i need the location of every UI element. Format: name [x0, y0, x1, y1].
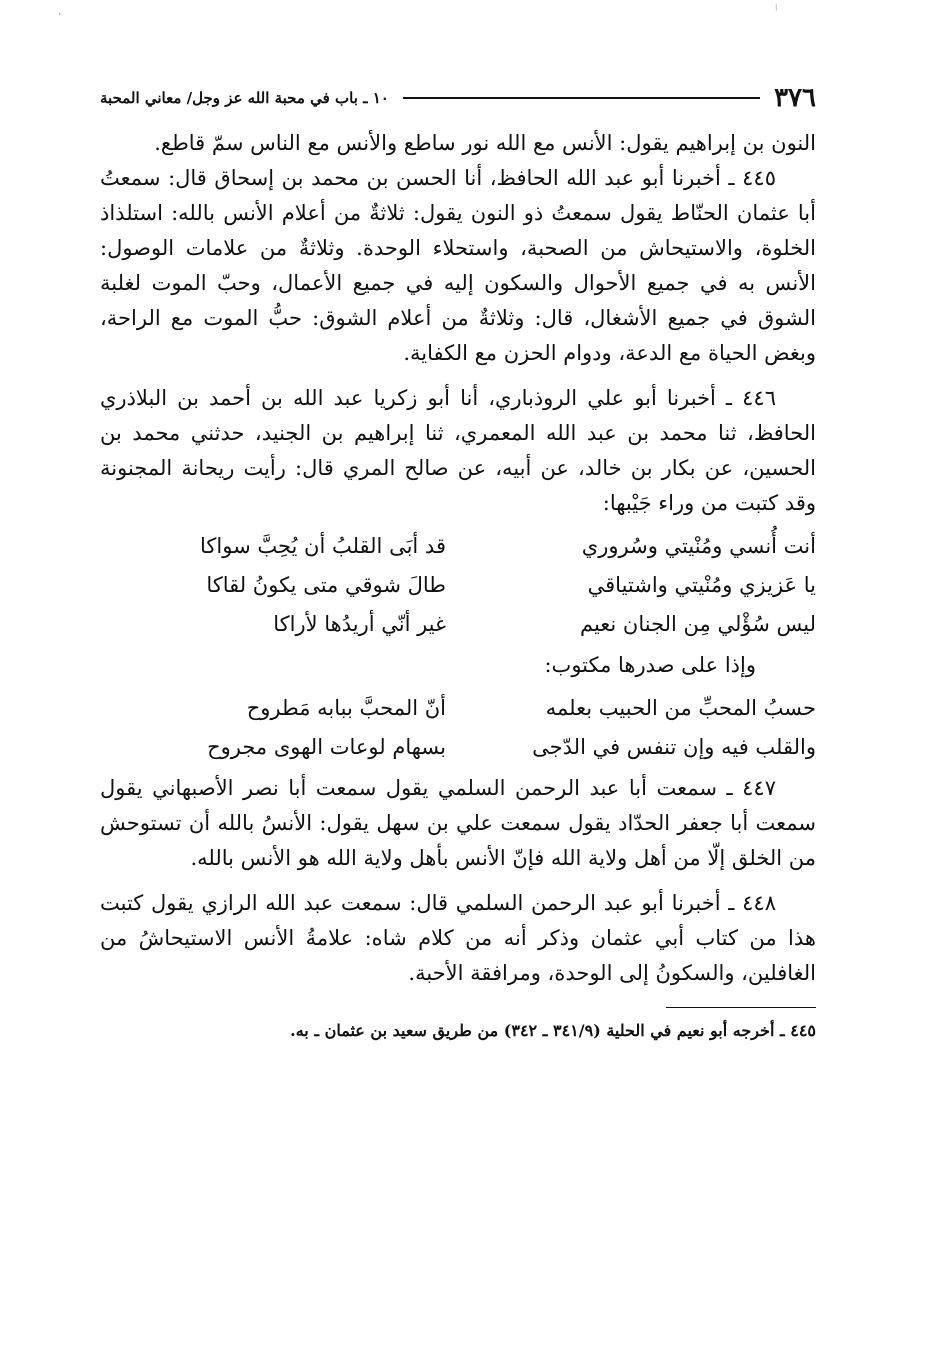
paragraph-447: ٤٤٧ ـ سمعت أبا عبد الرحمن السلمي يقول سمعت أبا نصر الأصبهاني يقول سمعت أبا جعفر الحدّاد يقول سمعت علي بن سهل يقول: الأنسُ بالله أن تستوحش من الخلق إلّا من أهل ولاية الله فإنّ الأنس بأهل ولاية الله هو الأنس بالله. — [100, 776, 816, 870]
paragraph-446: ٤٤٦ ـ أخبرنا أبو علي الروذباري، أنا أبو زكريا عبد الله بن أحمد بن البلاذري الحافظ، ثنا محمد بن عبد الله المعمري، ثنا إبراهيم بن الجنيد، حدثني محمد بن الحسين، عن بكار بن خالد، عن أبيه، عن صالح المري قال: رأيت ريحانة المجنونة وقد كتبت من وراء جَيْبها: — [100, 386, 816, 515]
scan-mark-2: ا — [775, 4, 778, 14]
verse-line — [100, 689, 816, 728]
verse-hemistich-first: حسبُ المحبِّ من الحبيب بعلمه — [545, 696, 816, 720]
verse-hemistich-first: يا عَزيزي ومُنْيتي واشتياقي — [587, 573, 816, 597]
verse-hemistich-second: طالَ شوقي متى يكونُ لقاكا — [206, 573, 446, 597]
verse-hemistich-second: بسهام لوعات الهوى مجروح — [207, 735, 446, 759]
poem-2 — [100, 689, 816, 767]
verse-hemistich-second: قد أبَى القلبُ أن يُحِبَّ سواكا — [199, 534, 446, 558]
paragraph-448: ٤٤٨ ـ أخبرنا أبو عبد الرحمن السلمي قال: سمعت عبد الله الرازي يقول كتبت هذا من كتاب أبي عثمان وذكر أنه من كلام شاه: علامةُ الأنس الاستيحاشُ من الغافلين، والسكونُ إلى الوحدة، ومرافقة الأحبة. — [100, 891, 816, 985]
verse-hemistich-second: غير أنّي أريدُها لأراكا — [273, 612, 446, 636]
verse-hemistich-first: أنت أُنسي ومُنْيتي وسُروري — [581, 534, 816, 558]
header-rule — [403, 97, 760, 99]
verse-intro: وإذا على صدرها مكتوب: — [544, 653, 756, 677]
page-header — [100, 78, 816, 118]
verse-line — [100, 527, 816, 566]
verse-line — [100, 728, 816, 767]
paragraph-445: ٤٤٥ ـ أخبرنا أبو عبد الله الحافظ، أنا الحسن بن محمد بن إسحاق قال: سمعتُ أبا عثمان الحنّاط يقول سمعتُ ذو النون يقول: ثلاثةٌ من أعلام الأنس بالله: استلذاذ الخلوة، والاستيحاش من الصحبة، واستحلاء الوحدة. وثلاثةٌ من علامات الوصول: الأنس به في جميع الأحوال والسكون إليه في جميع الأعمال، وحبّ الموت لغلبة الشوق في جميع الأشغال، قال: وثلاثةٌ من أعلام الشوق: حبُّ الموت مع الراحة، وبغض الحياة مع الدعة، ودوام الحزن مع الكفاية. — [100, 166, 816, 365]
running-title: ١٠ ـ باب في محبة الله عز وجل/ معاني المحبة — [100, 89, 389, 107]
poem-1 — [100, 527, 816, 644]
page-number: ٣٧٦ — [774, 83, 816, 113]
verse-line — [100, 566, 816, 605]
verse-hemistich-first: والقلب فيه وإن تنفس في الدّجى — [532, 735, 816, 759]
paragraph-continuation: النون بن إبراهيم يقول: الأنس مع الله نور ساطع والأنس مع الناس سمّ قاطع. — [154, 131, 816, 155]
book-page — [100, 78, 816, 1044]
verse-line — [100, 605, 816, 644]
footnote-rule — [666, 1007, 816, 1008]
footnote: ٤٤٥ ـ أخرجه أبو نعيم في الحلية (٣٤١/٩ ـ ٣٤٢) من طريق سعيد بن عثمان ـ به. — [290, 1021, 816, 1040]
scan-mark: ٬ — [58, 12, 62, 23]
verse-hemistich-second: أنّ المحبَّ ببابه مَطروح — [246, 696, 446, 720]
verse-hemistich-first: ليس سُؤْلي مِن الجنان نعيم — [579, 612, 816, 636]
